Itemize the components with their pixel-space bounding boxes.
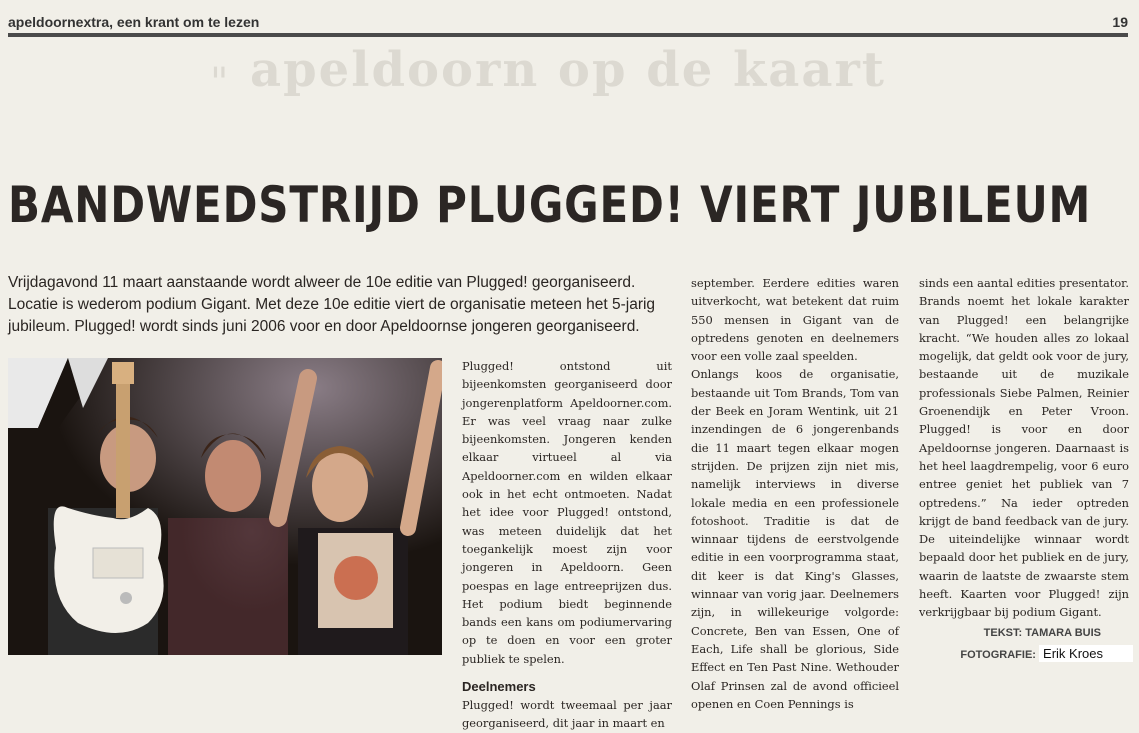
- column-2-text-a: september. Eerdere edities waren uitverkocht, wat betekent dat ruim 550 mensen in Gigant van de optredens genoten en deelnemers voor een volle zaal speelden.: [691, 276, 899, 364]
- page-header: [8, 12, 1128, 34]
- column-1-continuation: Plugged! wordt tweemaal per jaar georganiseerd, dit jaar in maart en: [462, 698, 672, 731]
- photographer-name: Erik Kroes: [1039, 645, 1133, 662]
- column-2-text-b: Onlangs koos de organisatie, bestaande uit Tom Brands, Tom van der Beek en Joram Wentink, uit 21 inzendingen de 6 jongerenbands die 11 maart tegen elkaar mogen strijden. De prijzen zijn niet mis, namelijk interviews in diverse lokale media en een professionele fotoshoot. Traditie is dat de winnaar tijdens de eerstvolgende editie in een voorprogramma staat, dit keer is dat King's Glasses, winnaar van vorig jaar. Deelnemers zijn, in willekeurige volgorde: Concrete, Ben van Essen, One of Each, Life shall be glorious, Side Effect en Ten Past Nine. Wethouder Olaf Prinsen zal de avond officieel openen en Coen Pennings is: [691, 367, 899, 711]
- band-photo-illustration: [8, 358, 442, 655]
- newspaper-name: apeldoornextra, een krant om te lezen: [8, 14, 260, 30]
- show-through-title: apeldoorn op de kaart: [250, 42, 886, 98]
- column-3: [919, 274, 1129, 622]
- article-lead: Vrijdagavond 11 maart aanstaande wordt alweer de 10e editie van Plugged! georganiseerd. Locatie is wederom podium Gigant. Met deze 10e editie viert de organisatie meteen het 5-jarig jubileum. Plugged! wordt sinds juni 2006 voor en door Apeldoornse jongeren georganiseerd.: [8, 274, 656, 335]
- article-headline: BANDWEDSTRIJD PLUGGED! VIERT JUBILEUM: [8, 176, 1092, 234]
- concert-photo: [8, 358, 442, 655]
- subheading-deelnemers: Deelnemers: [462, 679, 536, 695]
- show-through-mark: ": [210, 60, 229, 106]
- page-number: 19: [1112, 14, 1128, 30]
- photo-credit-label: FOTOGRAFIE:: [960, 649, 1036, 661]
- column-3-text: sinds een aantal edities presentator. Brands noemt het lokale karakter van Plugged! een belangrijke kracht. “We houden alles zo lokaal mogelijk, dat geldt ook voor de jury, bestaande uit de muzikale professionals Siebe Palmen, Reinier Groenendijk en Peter Vroon. Plugged! is voor en door Apeldoornse jongeren. Daarnaast is het heel laagdrempelig, voor 6 euro entree geniet het publiek van 7 optredens.” Na ieder optreden krijgt de band feedback van de jury. De uiteindelijke winnaar wordt bepaald door het publiek en de jury, waarin de laatste de zwaarste stem heeft. Kaarten voor Plugged! zijn verkrijgbaar bij podium Gigant.: [919, 276, 1129, 620]
- column-2: [691, 274, 899, 713]
- header-rule: [8, 33, 1128, 37]
- column-1: [462, 357, 672, 733]
- text-credit: TEKST: TAMARA BUIS: [983, 627, 1101, 639]
- column-1-text: Plugged! ontstond uit bijeenkomsten georganiseerd door jongerenplatform Apeldoorner.com. Er was veel vraag naar zulke bijeenkomsten. Jongeren kenden elkaar virtueel al via Apeldoorner.com en wilden elkaar ook in het echt ontmoeten. Nadat het idee voor Plugged! ontstond, was meteen duidelijk dat het toegankelijk moest zijn voor jongeren in Apeldoorn. Geen poespas en lage entreeprijzen dus. Het podium biedt beginnende bands een kans om podiumervaring op te doen en voor een groter publiek te spelen.: [462, 359, 672, 666]
- photo-credit: [960, 645, 1133, 662]
